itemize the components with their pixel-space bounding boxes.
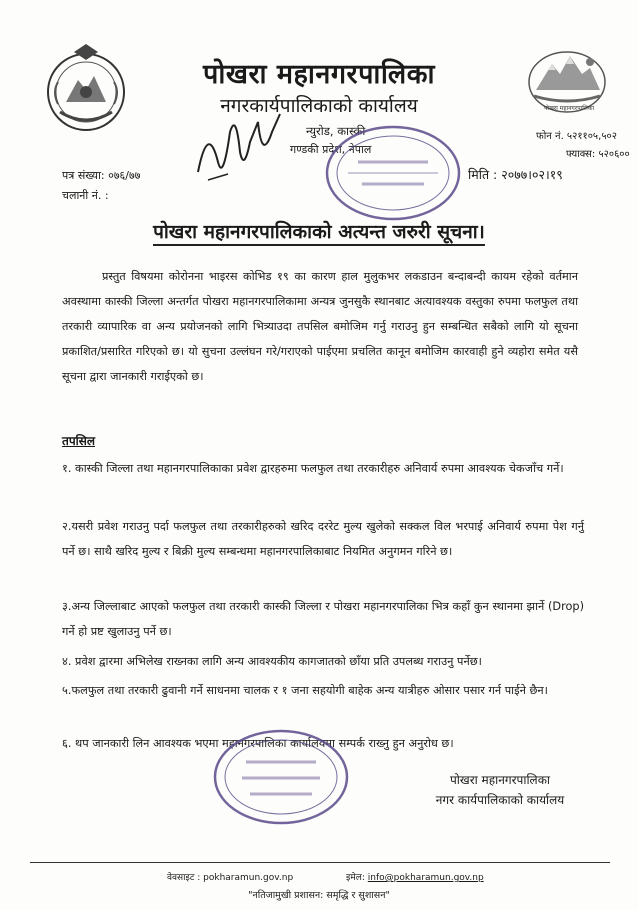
details-heading: तपसिल <box>62 434 96 448</box>
logo-caption: पोखरा महानगरपालिका <box>543 105 595 112</box>
footer-email-label: इमेल: <box>346 873 368 883</box>
signatory-line-2: नगर कार्यपालिकाको कार्यालय <box>435 793 565 807</box>
dispatch-number: चलानी नं. : <box>62 189 109 202</box>
footer-slogan: "नतिजामुखी प्रशासन: समृद्धि र सुशासन" <box>248 890 390 901</box>
list-item: २.यसरी प्रवेश गराउनु पर्दा फलफुल तथा तरकारीहरुको खरिद दररेट मुल्य खुलेको सक्कल विल भरपाई अनिवार्य रुपमा पेश गर्नु पर्ने छ। साथै खरिद मुल्य र बिक्री मुल्य सम्बन्धमा महानगरपालिकाबाट नियमित अनुगमन गरिने छ। <box>62 520 584 558</box>
signatory-line-1: पोखरा महानगरपालिका <box>449 773 551 787</box>
signature-top-icon <box>188 102 288 192</box>
notice-headline <box>0 218 638 244</box>
list-item: ६. थप जानकारी लिन आवश्यक भएमा महानगरपालिका कार्यालयमा सम्पर्क राख्नु हुन अनुरोध छ। <box>62 737 454 750</box>
email-link[interactable]: info@pokharamun.gov.np <box>367 873 484 883</box>
reference-number: पत्र संख्या: ०७६/७७ <box>62 169 141 182</box>
org-title: पोखरा महानगरपालिका <box>203 59 435 90</box>
list-item: ३.अन्य जिल्लाबाट आएको फलफुल तथा तरकारी कास्की जिल्ला र पोखरा महानगरपालिका भित्र कहाँ कुन स्थानमा झार्ने (Drop) गर्ने हो प्रष्ट खुलाउनु पर्ने छ। <box>62 600 584 638</box>
address-line-1: न्युरोड, कास्की <box>306 124 366 138</box>
footer-website: वेवसाइट : pokharamun.gov.np <box>167 873 294 883</box>
footer-divider <box>30 862 610 863</box>
fax-number: फ्याक्स: ५२०६०० <box>566 149 630 160</box>
notice-headline-text: पोखरा महानगरपालिकाको अत्यन्त जरुरी सूचना। <box>153 221 485 246</box>
list-item: ४. प्रवेश द्वारमा अभिलेख राख्नका लागि अन्य आवश्यकीय कागजातको छाँया प्रति उपलब्ध गराउनु पर्नेछ। <box>62 655 482 668</box>
list-item: १. कास्की जिल्ला तथा महानगरपालिकाका प्रवेश द्वारहरुमा फलफुल तथा तरकारीहरु अनिवार्य रुपमा आवश्यक चेकजाँच गर्ने। <box>62 462 564 475</box>
letter-date: मिति : २०७७।०२।१९ <box>468 167 563 182</box>
phone-number: फोन नं. ५२११०५,५०२ <box>536 131 617 142</box>
signatory-block <box>410 770 590 810</box>
official-stamp-bottom-icon <box>206 722 356 832</box>
org-subtitle: नगरकार्यपालिकाको कार्यालय <box>220 95 418 117</box>
list-item: ५.फलफुल तथा तरकारी ढुवानी गर्ने साधनमा चालक र १ जना सहयोगी बाहेक अन्य यात्रीहरु ओसार पसार गर्न पाईने छैन। <box>62 684 548 697</box>
address-line-2: गण्डकी प्रदेश, नेपाल <box>290 143 372 156</box>
footer-email <box>346 870 484 883</box>
official-stamp-top-icon <box>318 118 468 228</box>
notice-body: प्रस्तुत विषयमा कोरोनना भाइरस कोभिड १९ का कारण हाल मुलुकभर लकडाउन बन्दाबन्दी कायम रहेको वर्तमान अवस्थामा कास्की जिल्ला अन्तर्गत पोखरा महानगरपालिकामा अन्यत्र जुनसुकै स्थानबाट अत्यावश्यक वस्तुका रुपमा फलफुल तथा तरकारी व्यापारिक वा अन्य प्रयोजनको लागि भित्र्याउदा तपसिल बमोजिम गर्नु गराउनु हुन सम्बन्धित सबैको लागि यो सूचना प्रकाशित/प्रसारित गरिएको छ। यो सुचना उल्लंघन गरे/गराएको पाईएमा प्रचलित कानून बमोजिम कारवाही हुने व्यहोरा समेत यसै सूचना द्वारा जानकारी गराईएको छ। <box>62 270 578 383</box>
